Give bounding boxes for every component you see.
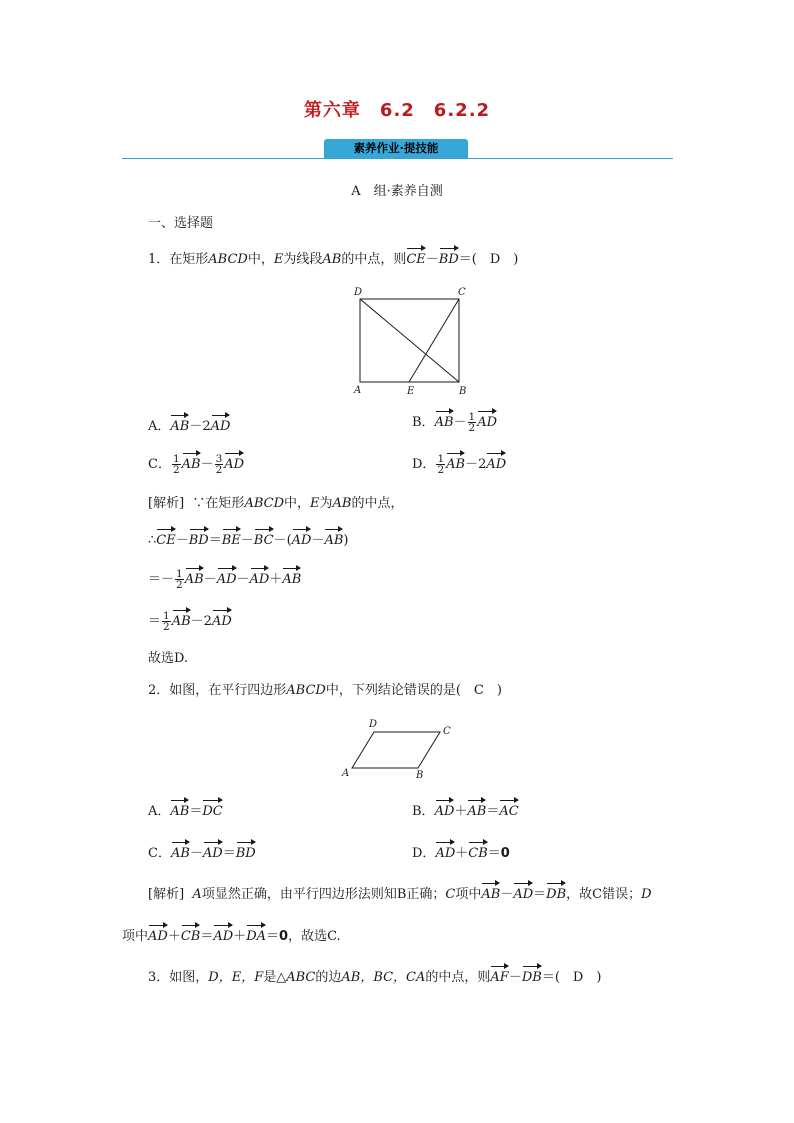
q2-analysis-line-1 (148, 886, 652, 904)
option-label: D． (412, 846, 436, 861)
part-heading: 一、选择题 (148, 216, 214, 231)
numerator: 3 (215, 453, 223, 465)
minus-sign: － (190, 614, 204, 629)
fraction-half (436, 454, 445, 475)
minus-sign: － (203, 572, 217, 587)
vector-ad: AD (513, 887, 534, 902)
q1-text: 为线段 (283, 252, 323, 267)
analysis-text: D (641, 887, 652, 902)
option-b[interactable] (412, 803, 519, 821)
fraction-half (172, 454, 181, 475)
vector-ad: AD (148, 929, 168, 944)
minus-sign: － (508, 970, 522, 985)
parallelogram-figure (338, 715, 458, 781)
q3-answer: ＝( D ) (541, 970, 602, 985)
equals-sign: ＝ (266, 929, 280, 944)
analysis-text: AB (332, 496, 352, 511)
q1-analysis-line-1 (148, 495, 404, 513)
question-3-stem (148, 969, 601, 987)
segment-ce (409, 299, 459, 382)
vector-ce: CE (156, 533, 176, 548)
vector-db: DB (546, 887, 567, 902)
vector-ab: AB (181, 457, 201, 472)
rectangle-figure (345, 283, 475, 398)
coefficient: 2 (203, 614, 212, 629)
parallelogram-abcd (352, 732, 440, 768)
analysis-text: C (445, 887, 456, 902)
analysis-text: A (192, 887, 202, 902)
label-e: E (407, 386, 415, 397)
vector-ab: AB (446, 457, 466, 472)
numerator: 1 (172, 453, 180, 465)
vector-af: AF (490, 970, 509, 985)
analysis-text: ∵在矩形 (192, 496, 245, 511)
q3-text: 是△ (263, 970, 287, 985)
denominator: 2 (172, 464, 180, 476)
fraction-half (175, 569, 184, 590)
q3-text: 的边 (315, 970, 342, 985)
q2-text: 2．如图，在平行四边形 (148, 683, 287, 698)
page-title: 第六章 6.2 6.2.2 (303, 100, 491, 121)
vector-ab: AB (184, 572, 204, 587)
diagonal-db (360, 299, 459, 382)
vector-bc: BC (253, 533, 274, 548)
minus-sign: － (200, 457, 214, 472)
q1-analysis-line-3 (148, 569, 301, 590)
label-c: C (443, 726, 451, 737)
denominator: 2 (176, 579, 183, 591)
label-b: B (416, 770, 424, 781)
numerator: 1 (437, 453, 445, 465)
vector-db: DB (521, 970, 542, 985)
zero-vector: 0 (279, 929, 289, 944)
q1-text: 的中点，则 (341, 252, 407, 267)
minus-sign: － (236, 572, 250, 587)
analysis-text: 中， (284, 496, 311, 511)
label-c: C (458, 287, 466, 298)
q2-analysis-line-2 (122, 928, 341, 946)
label-d: D (354, 287, 363, 298)
option-label: B． (412, 804, 435, 819)
denominator: 2 (437, 464, 445, 476)
q1-ab: AB (322, 252, 342, 267)
vector-be: BE (221, 533, 241, 548)
vector-ab: AB (171, 614, 191, 629)
q3-text: 的中点，则 (425, 970, 491, 985)
vector-ce: CE (406, 252, 426, 267)
analysis-tag: [解析] (148, 887, 185, 902)
equals-sign: ＝ (148, 572, 162, 587)
minus-sign: － (189, 846, 203, 861)
equals-sign: ＝ (189, 804, 203, 819)
analysis-text: 项显然正确，由平行四边形法则知B正确； (201, 887, 446, 902)
label-a: A (342, 768, 350, 779)
question-2-stem (148, 682, 502, 700)
vector-da: DA (246, 929, 266, 944)
option-label: C． (148, 846, 171, 861)
q1-e: E (273, 252, 284, 267)
equals-sign: ＝ (200, 929, 214, 944)
minus-sign: － (175, 533, 189, 548)
option-label: D． (412, 457, 436, 472)
minus-sign: － (161, 572, 175, 587)
minus-sign: － (273, 533, 287, 548)
vector-ab: AB (324, 533, 344, 548)
q2-abcd: ABCD (286, 683, 326, 698)
q3-sides: AB，BC，CA (341, 970, 426, 985)
vector-ad: AD (249, 572, 270, 587)
fraction-three-halves (215, 454, 224, 475)
coefficient: 2 (202, 419, 211, 434)
vector-ad: AD (434, 804, 455, 819)
vector-ad: AD (477, 415, 498, 430)
option-label: A． (148, 804, 171, 819)
analysis-text: 项中 (122, 929, 149, 944)
q3-triangle: ABC (286, 970, 316, 985)
vector-cb: CB (180, 929, 201, 944)
analysis-text: 项中 (455, 887, 482, 902)
q1-analysis-line-4 (148, 611, 232, 632)
q3-text: 3．如图， (148, 970, 209, 985)
denominator: 2 (163, 621, 170, 633)
denominator: 2 (468, 422, 476, 434)
vector-dc: DC (202, 804, 223, 819)
label-b: B (459, 386, 467, 397)
zero-vector: 0 (500, 846, 510, 861)
vector-cb: CB (468, 846, 488, 861)
analysis-tag: [解析] (148, 496, 185, 511)
therefore-sign: ∴ (148, 533, 157, 548)
analysis-text: ABCD (244, 496, 284, 511)
numerator: 1 (176, 568, 183, 580)
q1-text: 中， (247, 252, 274, 267)
section-badge: 素养作业·提技能 (324, 139, 468, 158)
analysis-text: 的中点， (351, 496, 404, 511)
vector-bd: BD (438, 252, 459, 267)
vector-ad: AD (213, 929, 234, 944)
fraction-half (162, 611, 171, 632)
vector-ab: AB (170, 419, 190, 434)
vector-ad: AD (291, 533, 312, 548)
equals-sign: ＝ (487, 846, 501, 861)
q3-points: D，E，F (208, 970, 264, 985)
q2-text: 中，下列结论错误的是( C ) (325, 683, 502, 698)
option-d[interactable] (412, 845, 510, 863)
equals-sign: ＝ (222, 846, 236, 861)
plus-sign: ＋ (233, 929, 247, 944)
question-1-stem (148, 251, 518, 269)
plus-sign: ＋ (167, 929, 181, 944)
equals-sign: ＝ (533, 887, 547, 902)
vector-ad: AD (211, 614, 232, 629)
option-d[interactable] (412, 454, 506, 475)
vector-ab: AB (481, 887, 501, 902)
q1-conclusion: 故选D. (148, 651, 189, 666)
vector-ad: AD (210, 419, 231, 434)
plus-sign: ＋ (455, 846, 469, 861)
vector-ab: AB (282, 572, 302, 587)
option-a[interactable] (148, 803, 223, 821)
equals-sign: ＝ (148, 614, 162, 629)
q1-answer: ＝( D ) (458, 252, 519, 267)
plus-sign: ＋ (454, 804, 468, 819)
minus-sign: － (465, 457, 479, 472)
coefficient: 2 (478, 457, 487, 472)
vector-ad: AD (486, 457, 507, 472)
minus-sign: － (189, 419, 203, 434)
option-label: B． (412, 415, 435, 430)
vector-ab: AB (467, 804, 487, 819)
plus-sign: ＋ (269, 572, 283, 587)
analysis-text: 为 (319, 496, 333, 511)
analysis-text: ，故C错误； (566, 887, 642, 902)
equals-sign: ＝ (208, 533, 222, 548)
analysis-text: E (310, 496, 320, 511)
paren: ) (343, 533, 349, 548)
vector-ad: AD (435, 846, 456, 861)
option-label: A． (148, 419, 171, 434)
vector-ad: AD (216, 572, 237, 587)
q1-abcd: ABCD (208, 252, 248, 267)
analysis-text: ，故选C. (288, 929, 341, 944)
vector-ab: AB (170, 804, 190, 819)
header-divider (122, 158, 673, 159)
equals-sign: ＝ (486, 804, 500, 819)
option-label: C． (148, 457, 171, 472)
vector-ac: AC (499, 804, 519, 819)
paren: ( (286, 533, 292, 548)
option-b[interactable] (412, 412, 497, 433)
option-a[interactable] (148, 418, 230, 436)
minus-sign: － (500, 887, 514, 902)
vector-ab: AB (170, 846, 190, 861)
vector-ad: AD (202, 846, 223, 861)
minus-sign: － (425, 252, 439, 267)
vector-ad: AD (224, 457, 245, 472)
label-d: D (369, 719, 378, 730)
vector-bd: BD (188, 533, 209, 548)
denominator: 2 (215, 464, 223, 476)
group-heading: A 组·素养自测 (351, 184, 443, 199)
vector-ab: AB (434, 415, 454, 430)
label-a: A (354, 385, 362, 396)
minus-sign: － (311, 533, 325, 548)
option-c[interactable] (148, 454, 244, 475)
q1-analysis-line-2 (148, 532, 349, 550)
minus-sign: － (453, 415, 467, 430)
q1-text: 1．在矩形 (148, 252, 209, 267)
numerator: 1 (163, 610, 170, 622)
numerator: 1 (468, 411, 476, 423)
minus-sign: － (240, 533, 254, 548)
vector-bd: BD (235, 846, 256, 861)
option-c[interactable] (148, 845, 256, 863)
fraction-half (468, 412, 477, 433)
